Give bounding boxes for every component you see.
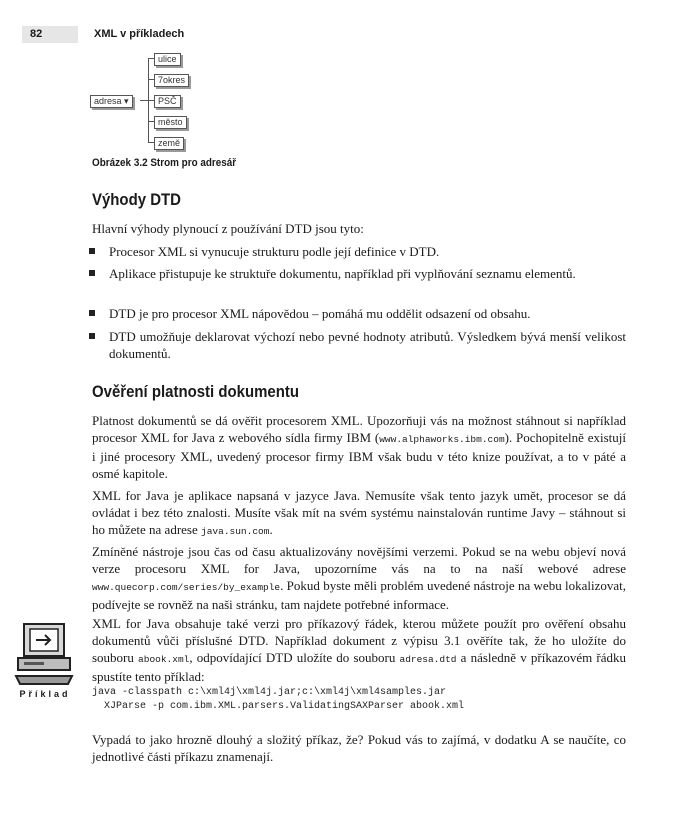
bullet-icon	[89, 333, 95, 339]
bullet-icon	[89, 310, 95, 316]
paragraph: XML for Java je aplikace napsaná v jazyce Java. Nemusíte však tento jazyk umět, procesor se dá ovládat i bez této znalosti. Musíte však mít na svém systému nainstalován runtime Javy – stáhnout si ho můžete na adrese java.sun.com.	[92, 488, 626, 537]
file-name: abook.xml	[138, 654, 190, 665]
paragraph: Hlavní výhody plynoucí z používání DTD jsou tyto:	[92, 221, 364, 236]
list-item: DTD je pro procesor XML nápovědou – pomáhá mu oddělit odsazení od obsahu.	[109, 305, 626, 322]
paragraph: Vypadá to jako hrozně dlouhý a složitý příkaz, že? Pokud vás to zajímá, v dodatku A se naučíte, co jednotlivé části příkazu znamenají.	[92, 732, 626, 764]
address-tree-figure	[88, 52, 228, 152]
paragraph: Zmíněné nástroje jsou čas od času aktualizovány novějšími verzemi. Pokud se na webu objeví nová verze procesoru XML for Java, upozorníme vás na to na naší webové adrese www.quecorp.com/series/by_example. Pokud byste měli problém uvedené nástroje na webu lokalizovat, podívejte se rovněž na naši stránku, tam najdete potřebné informace.	[92, 544, 626, 612]
list-item: DTD umožňuje deklarovat výchozí nebo pevné hodnoty atributů. Výsledkem bývá menší velikost dokumentů.	[109, 328, 626, 362]
code-line: XJParse -p com.ibm.XML.parsers.ValidatingSAXParser abook.xml	[92, 701, 465, 712]
tree-node: ulice	[154, 53, 181, 66]
bullet-icon	[89, 248, 95, 254]
tree-root-node: adresa ▾	[90, 95, 133, 108]
tree-node: PSČ	[154, 95, 181, 108]
tree-node: 7okres	[154, 74, 189, 87]
tree-node: město	[154, 116, 187, 129]
example-margin-icon	[14, 622, 76, 700]
link: java.sun.com	[201, 526, 270, 537]
running-header	[22, 26, 662, 44]
code-line: java -classpath c:\xml4j\xml4j.jar;c:\xml4j\xml4samples.jar	[92, 687, 447, 698]
figure-caption: Obrázek 3.2 Strom pro adresář	[92, 157, 237, 169]
page-number: 82	[22, 26, 78, 43]
running-title: XML v příkladech	[94, 28, 185, 40]
example-label: Příklad	[19, 689, 71, 699]
paragraph: Platnost dokumentů se dá ověřit procesorem XML. Upozorňuji vás na možnost stáhnout si například procesor XML for Java z webového sídla firmy IBM (www.alphaworks.ibm.com). Pochopitelně existují i jiné procesory XML, uvedený procesor firmy IBM však budu v této knize používat, a to v páté a osmé kapitole.	[92, 413, 626, 481]
link: www.alphaworks.ibm.com	[379, 434, 505, 445]
section-heading: Výhody DTD	[92, 190, 181, 209]
file-name: adresa.dtd	[399, 654, 457, 665]
link: www.quecorp.com/series/by_example	[92, 582, 281, 593]
tree-node: země	[154, 137, 184, 150]
list-item: Aplikace přistupuje ke struktuře dokumentu, například při vyplňování seznamu elementů.	[109, 265, 626, 282]
computer-icon	[14, 622, 76, 688]
code-block	[92, 686, 464, 714]
paragraph: XML for Java obsahuje také verzi pro příkazový řádek, kterou můžete použít pro ověření obsahu dokumentů vůči příslušné DTD. Například dokument z výpisu 3.1 ověříte tak, že ho uložíte do souboru abook.xml, odpovídající DTD uložíte do souboru adresa.dtd a následně v příkazovém řádku spustíte tento příklad:	[92, 616, 626, 684]
list-item: Procesor XML si vynucuje strukturu podle její definice v DTD.	[109, 243, 626, 260]
section-heading: Ověření platnosti dokumentu	[92, 382, 299, 401]
bullet-icon	[89, 270, 95, 276]
